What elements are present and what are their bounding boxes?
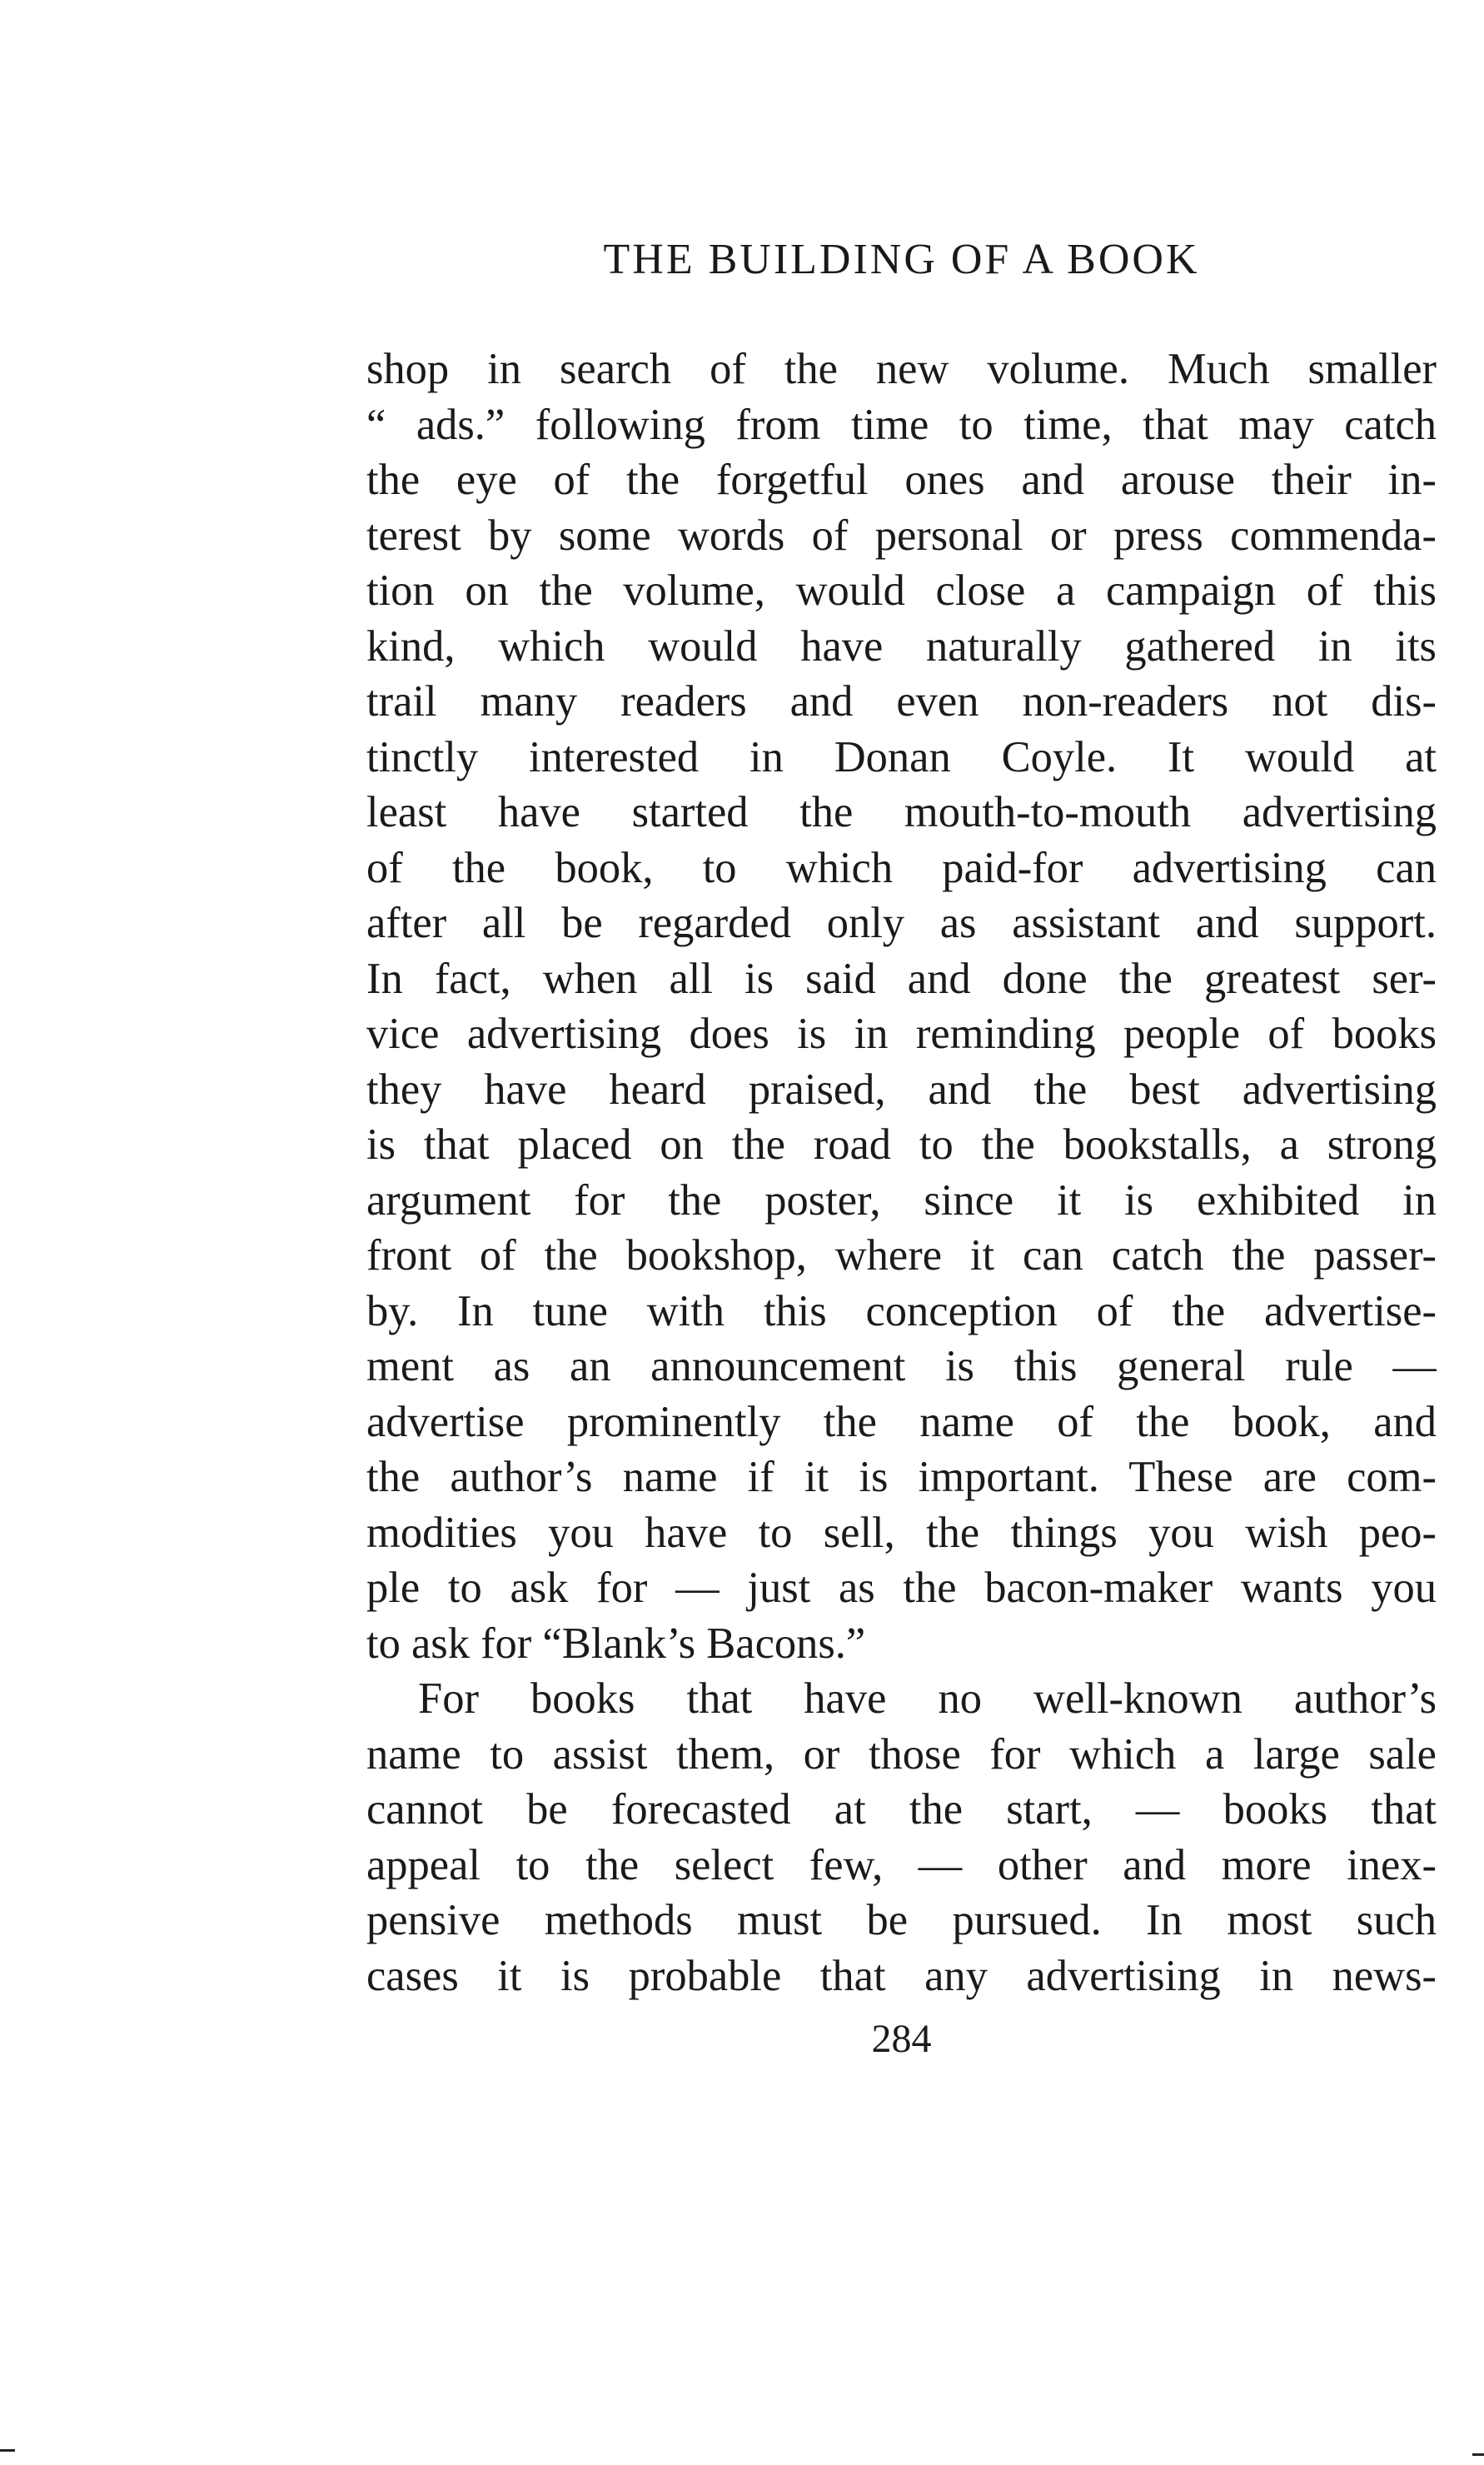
scan-edge-mark xyxy=(1472,2453,1484,2456)
text-line: cases it is probable that any advertising in news- xyxy=(366,1951,1437,2000)
text-line: least have started the mouth-to-mouth advertising xyxy=(366,788,1437,836)
text-line: tinctly interested in Donan Coyle. It would at xyxy=(366,732,1437,781)
text-line: is that placed on the road to the bookstalls, a strong xyxy=(366,1120,1437,1169)
text-line: after all be regarded only as assistant and support. xyxy=(366,899,1437,947)
text-line: ment as an announcement is this general rule — xyxy=(366,1342,1437,1390)
text-line: by. In tune with this conception of the advertise- xyxy=(366,1286,1437,1335)
text-line: In fact, when all is said and done the greatest ser- xyxy=(366,954,1437,1003)
text-line: For books that have no well-known author’s xyxy=(418,1674,1437,1723)
text-line: pensive methods must be pursued. In most such xyxy=(366,1896,1437,1944)
text-line: of the book, to which paid-for advertising can xyxy=(366,843,1437,892)
text-line: name to assist them, or those for which a large sale xyxy=(366,1729,1437,1779)
text-line: front of the bookshop, where it can catch the passer- xyxy=(366,1231,1437,1280)
text-line: shop in search of the new volume. Much smaller xyxy=(366,345,1437,393)
text-line: to ask for “Blank’s Bacons.” xyxy=(366,1619,866,1668)
text-line: argument for the poster, since it is exhibited in xyxy=(366,1175,1437,1225)
text-line: cannot be forecasted at the start, — books that xyxy=(366,1785,1437,1834)
running-head: THE BUILDING OF A BOOK xyxy=(603,236,1200,283)
body-text xyxy=(366,342,1437,2003)
text-line: advertise prominently the name of the book, and xyxy=(366,1397,1437,1446)
page-number: 284 xyxy=(871,2017,932,2061)
text-line: tion on the volume, would close a campaign of this xyxy=(366,566,1437,615)
text-line: trail many readers and even non-readers not dis- xyxy=(366,677,1437,726)
text-line: kind, which would have naturally gathered in its xyxy=(366,621,1437,671)
text-line: appeal to the select few, — other and more inex- xyxy=(366,1840,1437,1889)
text-line: terest by some words of personal or press commenda- xyxy=(366,511,1437,560)
text-line: vice advertising does is in reminding people of books xyxy=(366,1010,1437,1058)
text-line: “ ads.” following from time to time, that may catch xyxy=(366,400,1437,449)
scan-edge-mark xyxy=(0,2449,15,2452)
text-line: the author’s name if it is important. These are com- xyxy=(366,1453,1437,1501)
text-line: modities you have to sell, the things you wish peo- xyxy=(366,1508,1437,1557)
text-line: ple to ask for — just as the bacon-maker wants you xyxy=(366,1564,1437,1612)
text-line: they have heard praised, and the best advertising xyxy=(366,1065,1437,1114)
text-line: the eye of the forgetful ones and arouse their in- xyxy=(366,456,1437,504)
